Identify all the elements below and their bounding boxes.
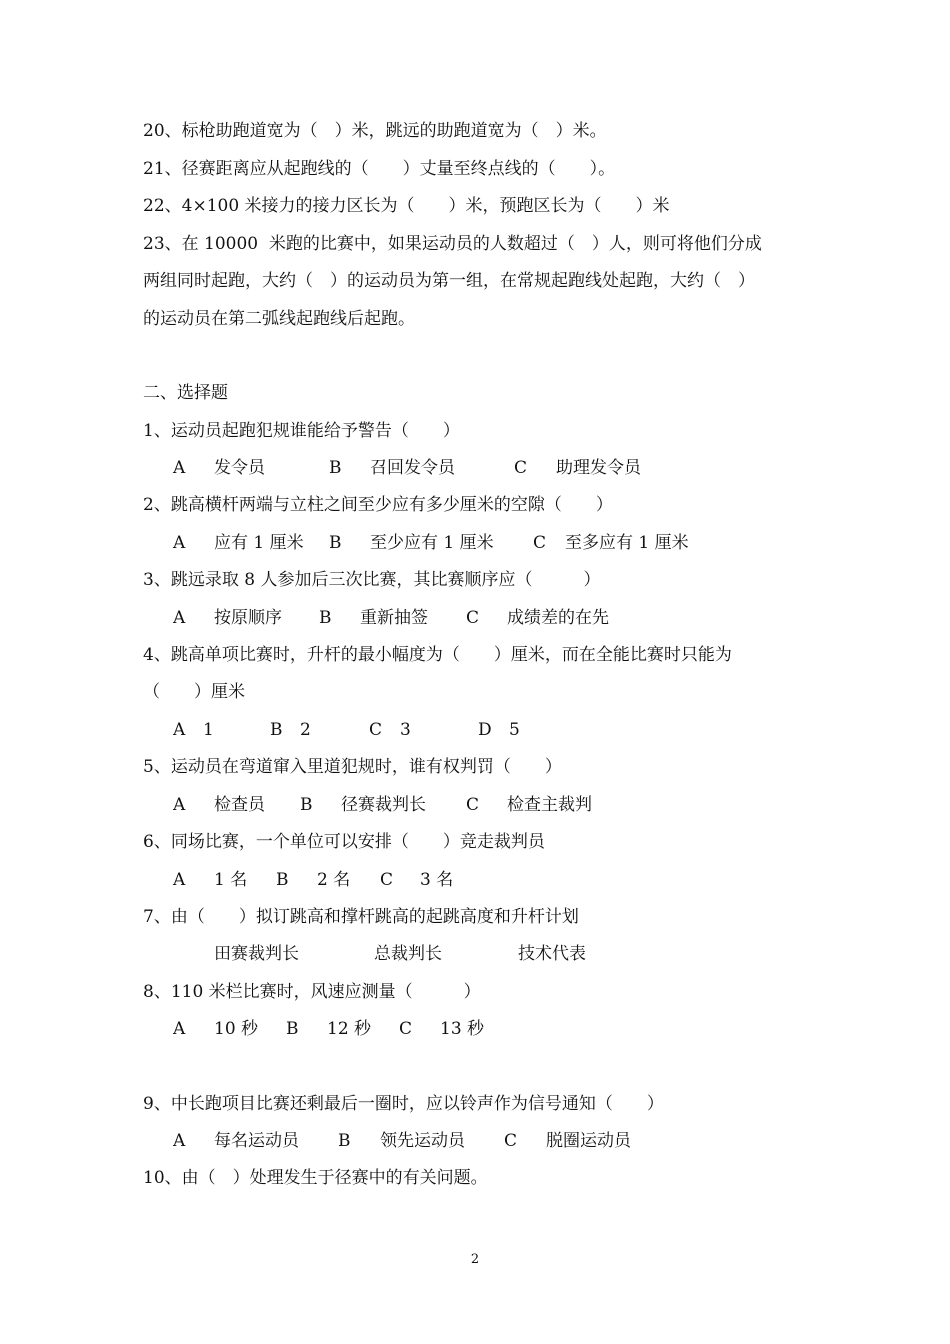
- option-label: C: [466, 795, 480, 815]
- option-label: C: [514, 458, 528, 478]
- option-label: B: [319, 608, 332, 628]
- question-1-stem: 1、运动员起跑犯规谁能给予警告（ ）: [143, 421, 460, 441]
- option-text: 10 秒: [214, 1019, 259, 1039]
- option-text: 至少应有 1 厘米: [370, 533, 494, 553]
- question-8-stem: 8、110 米栏比赛时，风速应测量（ ）: [143, 982, 481, 1002]
- option-text: 径赛裁判长: [341, 795, 426, 815]
- question-4-stem: 4、跳高单项比赛时，升杆的最小幅度为（ ）厘米，而在全能比赛时只能为: [143, 645, 732, 665]
- option-label: C: [466, 608, 480, 628]
- option-label: A: [173, 1131, 186, 1151]
- question-2-stem: 2、跳高横杆两端与立柱之间至少应有多少厘米的空隙（ ）: [143, 495, 613, 515]
- option-text: 1: [203, 720, 214, 740]
- option-text: 领先运动员: [380, 1131, 465, 1151]
- option-label: A: [173, 608, 186, 628]
- option-text: 1 名: [214, 870, 248, 890]
- option-label: D: [478, 720, 492, 740]
- option-text: 召回发令员: [370, 458, 455, 478]
- option-label: A: [173, 720, 186, 740]
- fill-in-question-23-line-2: 两组同时起跑，大约（ ）的运动员为第一组，在常规起跑线处起跑，大约（ ）: [143, 271, 755, 291]
- option-text: 每名运动员: [214, 1131, 299, 1151]
- option-label: B: [300, 795, 313, 815]
- option-text: 至多应有 1 厘米: [565, 533, 689, 553]
- option-label: A: [173, 533, 186, 553]
- option-label: B: [276, 870, 289, 890]
- option-label: B: [329, 458, 342, 478]
- option-text: 总裁判长: [374, 944, 442, 964]
- question-4-stem-line-2: （ ）厘米: [143, 682, 245, 702]
- option-text: 成绩差的在先: [507, 608, 609, 628]
- option-label: A: [173, 1019, 186, 1039]
- option-label: A: [173, 870, 186, 890]
- option-text: 5: [509, 720, 520, 740]
- fill-in-question-20: 20、标枪助跑道宽为（ ）米，跳远的助跑道宽为（ ）米。: [143, 121, 607, 141]
- option-label: C: [399, 1019, 413, 1039]
- option-text: 应有 1 厘米: [214, 533, 304, 553]
- option-text: 3: [400, 720, 411, 740]
- option-text: 检查主裁判: [507, 795, 592, 815]
- option-text: 检查员: [214, 795, 265, 815]
- question-9-stem: 9、中长跑项目比赛还剩最后一圈时，应以铃声作为信号通知（ ）: [143, 1094, 664, 1114]
- option-text: 技术代表: [518, 944, 586, 964]
- option-label: B: [270, 720, 283, 740]
- fill-in-question-21: 21、径赛距离应从起跑线的（ ）丈量至终点线的（ ）。: [143, 159, 616, 179]
- question-5-stem: 5、运动员在弯道窜入里道犯规时，谁有权判罚（ ）: [143, 757, 562, 777]
- fill-in-question-23: 23、在 10000 米跑的比赛中，如果运动员的人数超过（ ）人，则可将他们分成: [143, 234, 762, 254]
- option-text: 发令员: [214, 458, 265, 478]
- option-text: 助理发令员: [556, 458, 641, 478]
- section-title: 二、选择题: [143, 383, 228, 403]
- page-number: 2: [470, 1252, 480, 1267]
- option-text: 2: [300, 720, 311, 740]
- option-label: C: [369, 720, 383, 740]
- option-text: 田赛裁判长: [214, 944, 299, 964]
- option-text: 2 名: [317, 870, 351, 890]
- option-label: C: [533, 533, 547, 553]
- option-label: B: [329, 533, 342, 553]
- fill-in-question-22: 22、4×100 米接力的接力区长为（ ）米，预跑区长为（ ）米: [143, 196, 670, 216]
- question-10-stem: 10、由（ ）处理发生于径赛中的有关问题。: [143, 1168, 488, 1188]
- option-text: 按原顺序: [214, 608, 282, 628]
- option-text: 重新抽签: [360, 608, 428, 628]
- option-text: 脱圈运动员: [546, 1131, 631, 1151]
- option-text: 3 名: [420, 870, 454, 890]
- question-3-stem: 3、跳远录取 8 人参加后三次比赛，其比赛顺序应（ ）: [143, 570, 601, 590]
- option-label: A: [173, 458, 186, 478]
- option-text: 13 秒: [440, 1019, 485, 1039]
- option-label: C: [380, 870, 394, 890]
- option-text: 12 秒: [327, 1019, 372, 1039]
- fill-in-question-23-line-3: 的运动员在第二弧线起跑线后起跑。: [143, 309, 415, 329]
- option-label: A: [173, 795, 186, 815]
- question-7-stem: 7、由（ ）拟订跳高和撑杆跳高的起跳高度和升杆计划: [143, 907, 579, 927]
- option-label: B: [338, 1131, 351, 1151]
- option-label: C: [504, 1131, 518, 1151]
- question-6-stem: 6、同场比赛，一个单位可以安排（ ）竞走裁判员: [143, 832, 545, 852]
- option-label: B: [286, 1019, 299, 1039]
